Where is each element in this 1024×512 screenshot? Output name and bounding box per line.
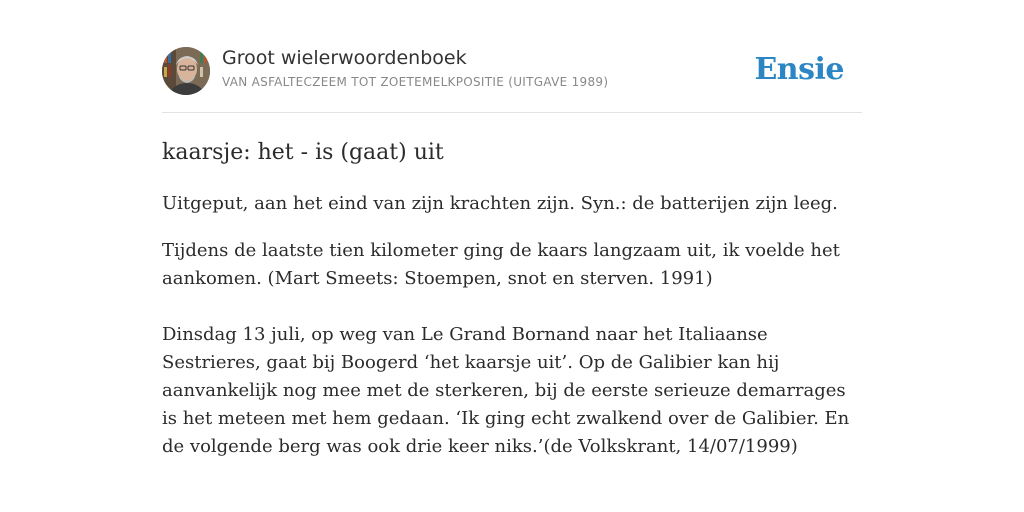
page-header [162,0,862,113]
author-avatar[interactable] [162,47,210,95]
author-portrait-icon [162,47,210,95]
book-title[interactable]: Groot wielerwoordenboek [222,47,467,69]
entry-examples [162,237,862,489]
example-quote: Dinsdag 13 juli, op weg van Le Grand Bornand naar het Italiaanse Sestrieres, gaat bij Boogerd ‘het kaarsje uit’. Op de Galibier kan hij aanvankelijk nog mee met de sterkeren, bij de eerste serieuze demarrages is het meteen met hem gedaan. ‘Ik ging echt zwalkend over de Galibier. En de volgende berg was ook drie keer niks.’(de Volkskrant, 14/07/1999) [162,324,850,457]
entry-definition: Uitgeput, aan het eind van zijn krachten zijn. Syn.: de batterijen zijn leeg. [162,193,838,214]
brand-logo[interactable]: Ensie [754,52,844,87]
entry-title: kaarsje: het - is (gaat) uit [162,140,444,165]
entry-card [162,0,862,457]
book-subtitle: VAN ASFALTECZEEM TOT ZOETEMELKPOSITIE (UITGAVE 1989) [222,75,609,89]
example-quote: Tijdens de laatste tien kilometer ging de kaars langzaam uit, ik voelde het aankomen. (Mart Smeets: Stoempen, snot en sterven. 1991) [162,240,840,289]
